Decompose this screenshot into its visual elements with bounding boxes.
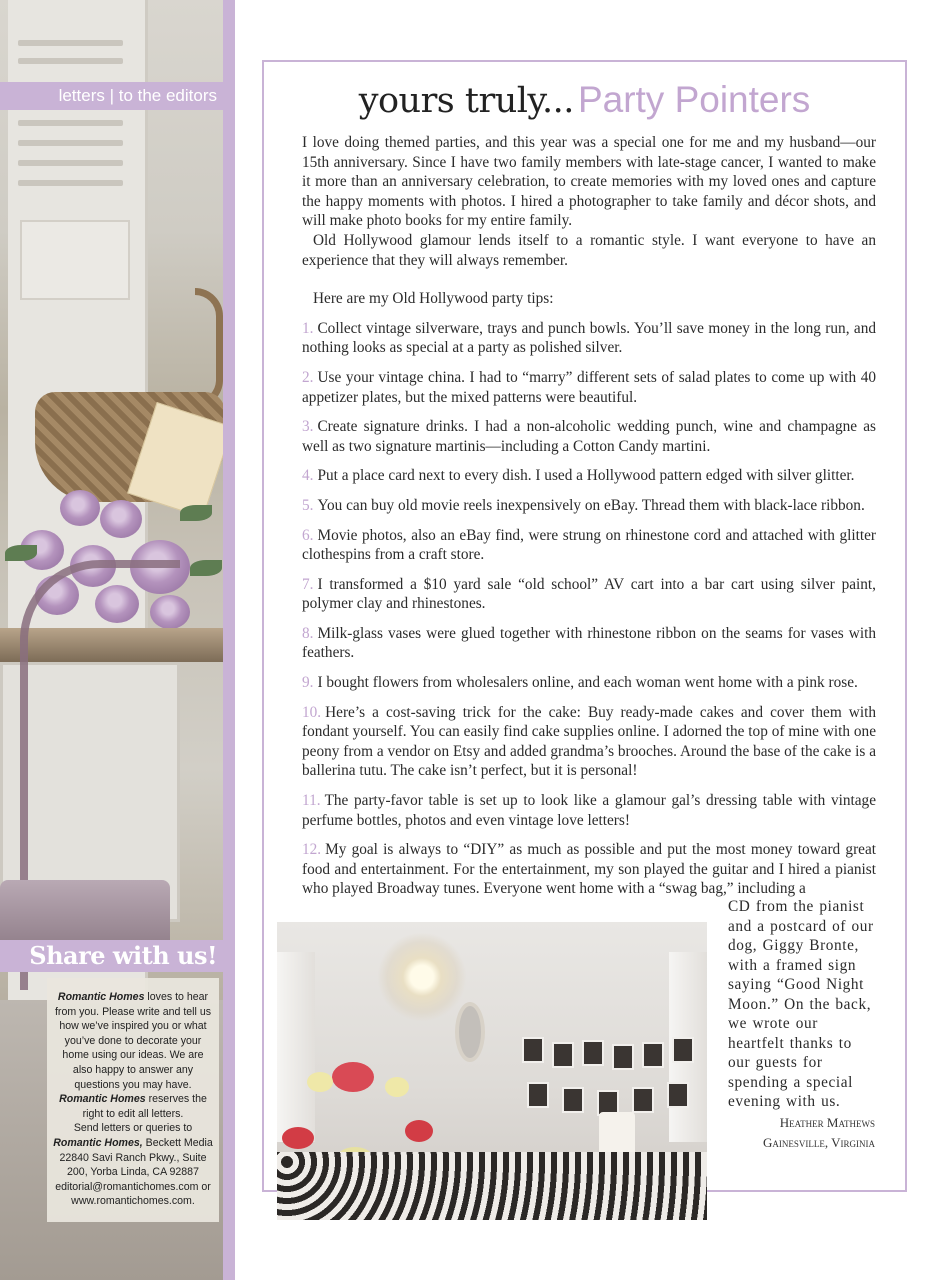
shutter-slat <box>18 180 123 186</box>
flower-arrangement <box>405 1120 433 1142</box>
tip-item <box>302 840 876 899</box>
tip-item <box>302 368 876 407</box>
flower-arrangement <box>282 1127 314 1149</box>
headline-main: yours truly... <box>358 81 574 121</box>
share-paragraph-2 <box>53 1092 213 1121</box>
tip-text: Put a place card next to every dish. I used a Hollywood pattern edged with silver glitter. <box>317 467 855 485</box>
tip-number: 1. <box>302 319 314 337</box>
hanging-photo <box>582 1040 604 1066</box>
share-text: reserves the right to edit all letters. <box>82 1093 207 1120</box>
shutter-slat <box>18 160 123 166</box>
oval-mirror <box>455 1002 485 1062</box>
signature <box>700 1113 875 1153</box>
tip-number: 4. <box>302 467 314 485</box>
tip-12-continued: CD from the pianist and a postcard of our dog, Giggy Bronte, with a framed sign saying “Good Night Moon.” On the back, we wrote our heartfelt thanks to our guests for spending a special evening with us. <box>728 898 874 1110</box>
shutter-slat <box>18 58 123 64</box>
author-location: Gainesville, Virginia <box>762 1135 875 1150</box>
lavender-rose <box>60 490 100 526</box>
damask-tablecloth <box>277 1152 707 1220</box>
tip-text: My goal is always to “DIY” as much as possible and put the most money toward great food and entertainment. For the entertainment, my son played the guitar and I hired a pianist who played Broadway tunes. Everyone went home with a “swag bag,” including a <box>302 841 876 898</box>
tip-number: 6. <box>302 526 314 544</box>
tip-text: Collect vintage silverware, trays and punch bowls. You’ll save money in the long run, and nothing looks as special at a party as polished silver. <box>302 319 876 357</box>
share-text: Beckett Media 22840 Savi Ranch Pkwy., Suite 200, Yorba Linda, CA 92887 editorial@romantichomes.com or www.romantichomes.com. <box>55 1136 213 1208</box>
hanging-photo <box>552 1042 574 1068</box>
flower-arrangement <box>332 1062 374 1092</box>
flower-arrangement <box>385 1077 409 1097</box>
tip-item <box>302 417 876 456</box>
tip-item <box>302 703 876 781</box>
tip-number: 2. <box>302 368 314 386</box>
tip-item <box>302 575 876 614</box>
brand-name: Romantic Homes <box>57 991 145 1003</box>
headline <box>262 72 907 136</box>
tip-text: I transformed a $10 yard sale “old school” AV cart into a bar cart using silver paint, polymer clay and rhinestones. <box>302 575 876 613</box>
tip-text: Create signature drinks. I had a non-alcoholic wedding punch, wine and champagne as well as two signature martinis—including a Cotton Candy martini. <box>302 418 876 455</box>
tip-text: The party-favor table is set up to look like a glamour gal’s dressing table with vintage perfume bottles, photos and even vintage love letters! <box>302 792 876 829</box>
tip-number: 7. <box>302 575 314 593</box>
intro-paragraph: I love doing themed parties, and this year was a special one for me and my husband—our 15th anniversary. Since I have two family members with late-stage cancer, I wanted to make it more than an anniversary celebration, to create memories with my loved ones and capture the happy moments with photos. I hired a photographer to take family and décor shots, and will make photo books for my entire family. <box>302 134 876 230</box>
shutter-slat <box>18 120 123 126</box>
lavender-rose <box>100 500 142 538</box>
tip-item <box>302 319 876 358</box>
share-info-box <box>47 978 219 1222</box>
shutter-slat <box>18 140 123 146</box>
tip-text: Milk-glass vases were glued together with rhinestone ribbon on the seams for vases with feathers. <box>302 624 876 662</box>
tip-text: Movie photos, also an eBay find, were strung on rhinestone cord and attached with glitter clothespins from a craft store. <box>302 526 876 564</box>
tip-number: 10. <box>302 703 322 721</box>
share-paragraph-3 <box>53 1121 213 1209</box>
rose-leaf <box>5 545 37 561</box>
tip-item <box>302 526 876 565</box>
tip-item <box>302 496 876 516</box>
hanging-photo <box>642 1042 664 1068</box>
headline-accent: Party Pointers <box>577 79 811 120</box>
share-title: Share with us! <box>0 940 223 972</box>
brand-name: Romantic Homes <box>59 1093 146 1106</box>
party-photo <box>277 922 707 1220</box>
tip-item <box>302 624 876 663</box>
tip-number: 5. <box>302 496 314 514</box>
shutter-slat <box>18 40 123 46</box>
photo-curtain <box>277 952 315 1142</box>
tip-item <box>302 791 876 830</box>
hanging-photo <box>612 1044 634 1070</box>
tip-item <box>302 466 876 486</box>
shutter-panel <box>20 220 130 300</box>
rose-leaf <box>190 560 222 576</box>
tips-intro: Here are my Old Hollywood party tips: <box>313 290 554 308</box>
tip-text: Use your vintage china. I had to “marry” different sets of salad plates to come up with 40 appetizer plates, but the mixed patterns were beautiful. <box>302 368 876 406</box>
share-paragraph-1 <box>53 990 213 1092</box>
hanging-photo <box>632 1087 654 1113</box>
intro-paragraph: Old Hollywood glamour lends itself to a romantic style. I want everyone to have an experience that they will always remember. <box>302 231 876 269</box>
hanging-photo <box>667 1082 689 1108</box>
tip-number: 8. <box>302 624 314 642</box>
brand-name: Romantic Homes, <box>53 1136 143 1149</box>
tip-number: 11. <box>302 792 321 810</box>
tip-item <box>302 673 876 693</box>
tip-text: You can buy old movie reels inexpensively on eBay. Thread them with black-lace ribbon. <box>317 496 865 514</box>
rose-leaf <box>180 505 212 521</box>
hanging-photo <box>562 1087 584 1113</box>
tip-text: I bought flowers from wholesalers online, and each woman went home with a pink rose. <box>317 674 858 692</box>
tip-number: 9. <box>302 674 314 692</box>
tip-number: 12. <box>302 841 322 859</box>
author-name: Heather Mathews <box>779 1115 875 1130</box>
tip-text: Here’s a cost-saving trick for the cake: Buy ready-made cakes and cover them with fondant yourself. You can easily find cake supplies online. I adorned the top of mine with one peony from a vendor on Etsy and added grandma’s brooches. Around the base of the cake is a ballerina tutu. The cake isn’t perfect, but it is personal! <box>302 703 876 780</box>
share-text: Send letters or queries to <box>73 1122 193 1135</box>
flower-arrangement <box>307 1072 333 1092</box>
section-banner: letters | to the editors <box>0 82 223 110</box>
article-body <box>302 133 876 899</box>
lavender-stripe <box>223 0 235 1280</box>
chandelier <box>377 932 467 1022</box>
basket-handle <box>195 288 223 408</box>
share-text: loves to hear from you. Please write and tell us how we’ve inspired you or what you’ve done to decorate your home using our ideas. We are also happy to answer any questions you may have. <box>54 991 212 1091</box>
hanging-photo <box>527 1082 549 1108</box>
hanging-photo <box>522 1037 544 1063</box>
tip-number: 3. <box>302 418 314 436</box>
hanging-photo <box>672 1037 694 1063</box>
